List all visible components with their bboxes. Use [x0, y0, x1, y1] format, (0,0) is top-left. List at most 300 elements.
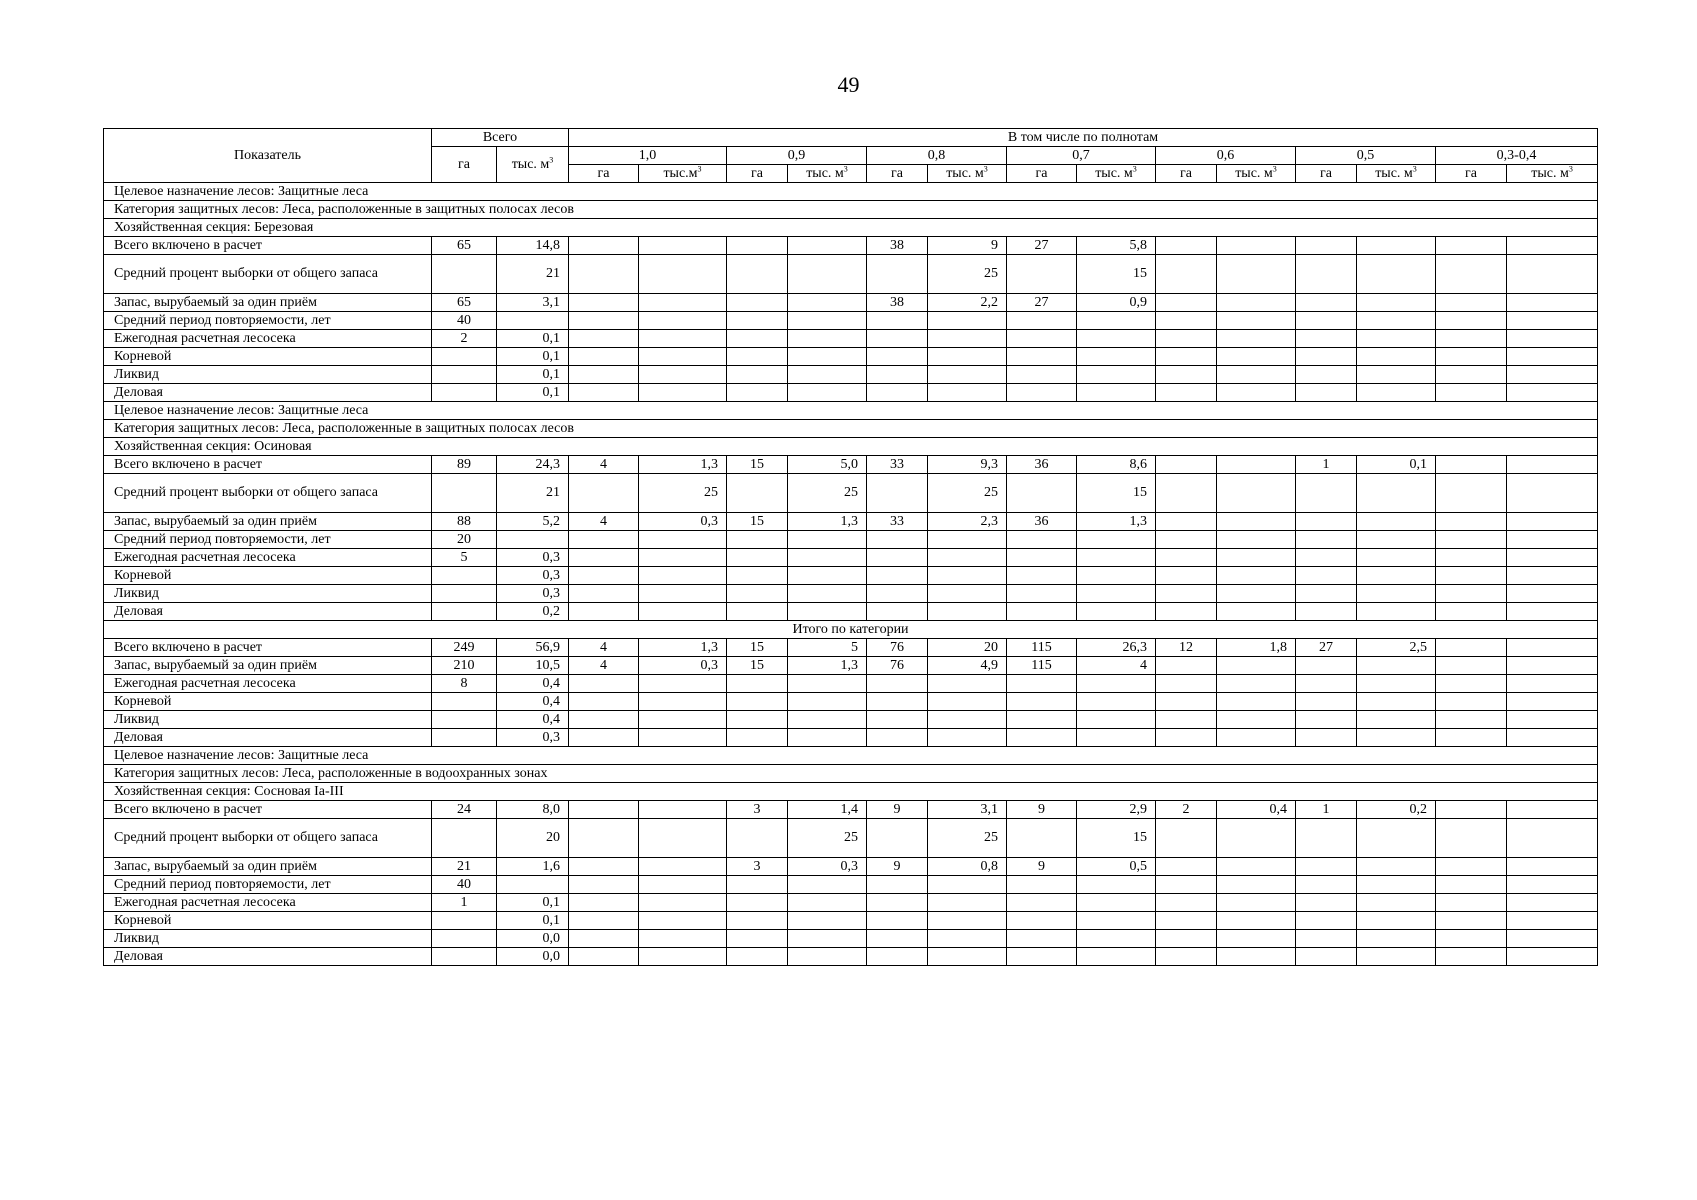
- row-label: Средний процент выборки от общего запаса: [104, 255, 432, 294]
- cell-ha: [727, 894, 788, 912]
- cell-volume: [639, 711, 727, 729]
- cell-ha: [1436, 801, 1507, 819]
- cell-ha: [1156, 456, 1217, 474]
- cell-volume: [1507, 255, 1598, 294]
- cell-ha: [569, 237, 639, 255]
- table-row: [104, 729, 1598, 747]
- cell-ha: 4: [569, 513, 639, 531]
- cell-volume: 0,1: [1357, 456, 1436, 474]
- cell-volume: [1217, 948, 1296, 966]
- cell-volume: 0,1: [497, 384, 569, 402]
- cell-ha: [1436, 531, 1507, 549]
- cell-volume: 15: [1077, 819, 1156, 858]
- cell-ha: 9: [1007, 858, 1077, 876]
- cell-ha: 3: [727, 801, 788, 819]
- cell-volume: [1357, 930, 1436, 948]
- cell-volume: [788, 603, 867, 621]
- cell-volume: [1077, 729, 1156, 747]
- cell-volume: 5,0: [788, 456, 867, 474]
- row-label: Деловая: [104, 603, 432, 621]
- cell-ha: [867, 819, 928, 858]
- cell-volume: 0,3: [497, 549, 569, 567]
- header-volume: тыс. $м^3$: [1077, 165, 1156, 183]
- cell-ha: [1296, 237, 1357, 255]
- table-row: [104, 912, 1598, 930]
- header-ha: га: [1156, 165, 1217, 183]
- cell-ha: 40: [432, 312, 497, 330]
- cell-ha: [432, 819, 497, 858]
- table-row: [104, 930, 1598, 948]
- cell-volume: [928, 384, 1007, 402]
- cell-volume: 0,3: [639, 513, 727, 531]
- cell-volume: [639, 912, 727, 930]
- table-row: [104, 858, 1598, 876]
- cell-volume: 2,3: [928, 513, 1007, 531]
- cell-ha: [432, 930, 497, 948]
- cell-ha: [1296, 711, 1357, 729]
- cell-volume: [1507, 330, 1598, 348]
- cell-ha: 40: [432, 876, 497, 894]
- cell-volume: 25: [788, 819, 867, 858]
- cell-ha: [1007, 912, 1077, 930]
- cell-volume: [639, 531, 727, 549]
- cell-ha: [727, 348, 788, 366]
- cell-volume: [1357, 348, 1436, 366]
- cell-ha: [432, 384, 497, 402]
- cell-ha: [867, 729, 928, 747]
- cell-volume: 0,2: [497, 603, 569, 621]
- cell-volume: [1217, 711, 1296, 729]
- cell-volume: 0,1: [497, 348, 569, 366]
- cell-ha: 1: [1296, 456, 1357, 474]
- cell-ha: [1436, 255, 1507, 294]
- table-row: [104, 474, 1598, 513]
- cell-ha: [1156, 567, 1217, 585]
- cell-volume: 24,3: [497, 456, 569, 474]
- cell-ha: [1436, 693, 1507, 711]
- cell-ha: [569, 567, 639, 585]
- cell-volume: 20: [928, 639, 1007, 657]
- cell-ha: [727, 549, 788, 567]
- cell-volume: [639, 930, 727, 948]
- cell-volume: [1077, 585, 1156, 603]
- cell-ha: [1436, 567, 1507, 585]
- cell-ha: [1296, 531, 1357, 549]
- cell-ha: [1436, 603, 1507, 621]
- table-row: [104, 711, 1598, 729]
- cell-volume: [497, 312, 569, 330]
- cell-ha: [867, 549, 928, 567]
- cell-ha: [1156, 603, 1217, 621]
- table-row: [104, 801, 1598, 819]
- cell-volume: [788, 585, 867, 603]
- cell-ha: [1296, 384, 1357, 402]
- cell-ha: 65: [432, 294, 497, 312]
- section-row: [104, 765, 1598, 783]
- cell-ha: 36: [1007, 513, 1077, 531]
- section-heading: Целевое назначение лесов: Защитные леса: [104, 183, 1598, 201]
- cell-ha: [569, 858, 639, 876]
- cell-volume: [1077, 912, 1156, 930]
- forest-calculation-table: [103, 128, 1598, 966]
- cell-ha: [1007, 675, 1077, 693]
- header-total: Всего: [432, 129, 569, 147]
- cell-volume: 3,1: [497, 294, 569, 312]
- cell-ha: [1296, 930, 1357, 948]
- cell-ha: [727, 585, 788, 603]
- cell-volume: [788, 330, 867, 348]
- cell-ha: [1007, 330, 1077, 348]
- cell-ha: [1296, 657, 1357, 675]
- cell-volume: [788, 930, 867, 948]
- cell-volume: [928, 585, 1007, 603]
- row-label: Ежегодная расчетная лесосека: [104, 549, 432, 567]
- cell-ha: [1007, 894, 1077, 912]
- cell-ha: [432, 948, 497, 966]
- cell-volume: [639, 549, 727, 567]
- cell-ha: [727, 729, 788, 747]
- cell-ha: [1436, 819, 1507, 858]
- cell-ha: [569, 312, 639, 330]
- cell-volume: 8,6: [1077, 456, 1156, 474]
- cell-volume: [1217, 693, 1296, 711]
- cell-volume: [1357, 384, 1436, 402]
- cell-volume: [1217, 729, 1296, 747]
- cell-volume: [1507, 876, 1598, 894]
- cell-volume: [928, 894, 1007, 912]
- cell-ha: [1007, 729, 1077, 747]
- cell-volume: [1507, 348, 1598, 366]
- cell-volume: [1077, 549, 1156, 567]
- section-row: [104, 183, 1598, 201]
- cell-volume: [788, 531, 867, 549]
- cell-volume: 0,3: [497, 567, 569, 585]
- cell-ha: 4: [569, 456, 639, 474]
- cell-volume: [788, 549, 867, 567]
- cell-ha: 15: [727, 456, 788, 474]
- cell-volume: [788, 294, 867, 312]
- cell-ha: [1296, 255, 1357, 294]
- cell-ha: [1156, 348, 1217, 366]
- section-row: [104, 420, 1598, 438]
- cell-ha: [569, 693, 639, 711]
- cell-volume: [788, 255, 867, 294]
- cell-ha: [1436, 948, 1507, 966]
- cell-volume: [788, 384, 867, 402]
- cell-ha: [1436, 312, 1507, 330]
- cell-volume: [1077, 930, 1156, 948]
- cell-volume: [928, 348, 1007, 366]
- cell-volume: [1077, 876, 1156, 894]
- cell-ha: [867, 384, 928, 402]
- cell-ha: [727, 711, 788, 729]
- cell-volume: [1507, 858, 1598, 876]
- row-label: Запас, вырубаемый за один приём: [104, 858, 432, 876]
- cell-ha: [1436, 711, 1507, 729]
- cell-ha: [727, 531, 788, 549]
- cell-volume: 20: [497, 819, 569, 858]
- cell-ha: [727, 876, 788, 894]
- cell-volume: [788, 729, 867, 747]
- header-ha: га: [727, 165, 788, 183]
- cell-ha: [1436, 348, 1507, 366]
- cell-volume: 1,8: [1217, 639, 1296, 657]
- cell-volume: 0,1: [497, 366, 569, 384]
- cell-volume: [1357, 474, 1436, 513]
- cell-ha: 12: [1156, 639, 1217, 657]
- cell-volume: [1077, 567, 1156, 585]
- cell-ha: [1436, 366, 1507, 384]
- cell-ha: [569, 549, 639, 567]
- cell-ha: [432, 348, 497, 366]
- cell-ha: [1007, 819, 1077, 858]
- cell-ha: [1296, 567, 1357, 585]
- cell-ha: [1296, 549, 1357, 567]
- cell-ha: [1156, 312, 1217, 330]
- cell-ha: [1436, 474, 1507, 513]
- cell-ha: [1436, 513, 1507, 531]
- cell-volume: 0,0: [497, 930, 569, 948]
- table-row: [104, 894, 1598, 912]
- cell-volume: [639, 255, 727, 294]
- table-row: [104, 657, 1598, 675]
- table-row: [104, 348, 1598, 366]
- table-row: [104, 819, 1598, 858]
- cell-volume: [1357, 255, 1436, 294]
- cell-ha: [432, 603, 497, 621]
- cell-volume: [497, 531, 569, 549]
- cell-ha: [1156, 930, 1217, 948]
- cell-volume: [1077, 711, 1156, 729]
- cell-volume: [928, 948, 1007, 966]
- cell-volume: [1357, 894, 1436, 912]
- cell-ha: [569, 531, 639, 549]
- header-indicator: Показатель: [104, 129, 432, 183]
- cell-volume: 9: [928, 237, 1007, 255]
- section-heading: Хозяйственная секция: Березовая: [104, 219, 1598, 237]
- cell-volume: [639, 894, 727, 912]
- section-row: [104, 783, 1598, 801]
- cell-volume: 0,3: [639, 657, 727, 675]
- cell-volume: [788, 366, 867, 384]
- cell-ha: [1156, 474, 1217, 513]
- cell-ha: 15: [727, 657, 788, 675]
- cell-volume: [1357, 237, 1436, 255]
- cell-volume: 3,1: [928, 801, 1007, 819]
- cell-ha: [569, 876, 639, 894]
- cell-volume: [1357, 366, 1436, 384]
- cell-volume: [1507, 585, 1598, 603]
- cell-volume: [1357, 603, 1436, 621]
- cell-ha: 1: [432, 894, 497, 912]
- cell-volume: [1507, 513, 1598, 531]
- table-row: [104, 312, 1598, 330]
- cell-ha: [727, 819, 788, 858]
- cell-volume: [788, 237, 867, 255]
- cell-ha: 2: [1156, 801, 1217, 819]
- cell-ha: 27: [1296, 639, 1357, 657]
- cell-volume: [1217, 312, 1296, 330]
- cell-volume: [1357, 675, 1436, 693]
- section-row: [104, 219, 1598, 237]
- cell-volume: [1217, 255, 1296, 294]
- header-total-volume: тыс. $м^3$: [497, 147, 569, 183]
- cell-volume: [788, 312, 867, 330]
- row-label: Ежегодная расчетная лесосека: [104, 675, 432, 693]
- cell-volume: [1077, 384, 1156, 402]
- cell-volume: [639, 876, 727, 894]
- table-row: [104, 456, 1598, 474]
- cell-ha: 38: [867, 294, 928, 312]
- cell-volume: [1217, 876, 1296, 894]
- row-label: Запас, вырубаемый за один приём: [104, 513, 432, 531]
- cell-volume: [788, 876, 867, 894]
- table-row: [104, 384, 1598, 402]
- cell-volume: 1,3: [1077, 513, 1156, 531]
- cell-ha: [1156, 912, 1217, 930]
- cell-ha: 89: [432, 456, 497, 474]
- cell-ha: [1436, 585, 1507, 603]
- cell-volume: 0,1: [497, 894, 569, 912]
- header-ha: га: [1296, 165, 1357, 183]
- cell-ha: [569, 294, 639, 312]
- cell-volume: [1357, 294, 1436, 312]
- row-label: Средний период повторяемости, лет: [104, 876, 432, 894]
- cell-ha: [1296, 858, 1357, 876]
- row-label: Ежегодная расчетная лесосека: [104, 894, 432, 912]
- cell-ha: [1296, 948, 1357, 966]
- header-volume: $тыс.м^3$: [639, 165, 727, 183]
- table-body: [104, 183, 1598, 966]
- cell-volume: [1077, 348, 1156, 366]
- cell-ha: [867, 531, 928, 549]
- cell-volume: 0,3: [788, 858, 867, 876]
- cell-ha: [1436, 639, 1507, 657]
- cell-volume: 21: [497, 255, 569, 294]
- section-row: [104, 438, 1598, 456]
- cell-ha: [1296, 348, 1357, 366]
- cell-volume: [788, 693, 867, 711]
- cell-ha: [1436, 456, 1507, 474]
- cell-ha: 33: [867, 456, 928, 474]
- cell-ha: [432, 366, 497, 384]
- section-row: [104, 747, 1598, 765]
- cell-ha: [1007, 585, 1077, 603]
- cell-ha: 4: [569, 657, 639, 675]
- cell-ha: [1436, 549, 1507, 567]
- cell-volume: [1217, 585, 1296, 603]
- cell-ha: [867, 675, 928, 693]
- row-label: Всего включено в расчет: [104, 801, 432, 819]
- cell-ha: [1296, 693, 1357, 711]
- cell-volume: [928, 330, 1007, 348]
- section-row: [104, 402, 1598, 420]
- cell-ha: [569, 801, 639, 819]
- cell-volume: [928, 567, 1007, 585]
- cell-ha: [1156, 729, 1217, 747]
- total-heading: Итого по категории: [104, 621, 1598, 639]
- cell-volume: 9,3: [928, 456, 1007, 474]
- cell-volume: [1357, 876, 1436, 894]
- cell-volume: [1507, 474, 1598, 513]
- cell-ha: [1156, 675, 1217, 693]
- cell-ha: [569, 675, 639, 693]
- cell-ha: [1156, 711, 1217, 729]
- cell-ha: [569, 930, 639, 948]
- cell-ha: [1007, 693, 1077, 711]
- cell-ha: [727, 237, 788, 255]
- cell-volume: [1507, 801, 1598, 819]
- cell-volume: [1217, 513, 1296, 531]
- cell-volume: 1,3: [788, 513, 867, 531]
- cell-ha: [727, 294, 788, 312]
- cell-volume: [1217, 930, 1296, 948]
- row-label: Корневой: [104, 693, 432, 711]
- cell-volume: [1357, 567, 1436, 585]
- cell-ha: [1007, 312, 1077, 330]
- cell-ha: [569, 729, 639, 747]
- cell-volume: [1217, 384, 1296, 402]
- cell-volume: [639, 858, 727, 876]
- header-density: 0,8: [867, 147, 1007, 165]
- table-row: [104, 603, 1598, 621]
- cell-volume: [1507, 711, 1598, 729]
- cell-ha: [1156, 255, 1217, 294]
- row-label: Запас, вырубаемый за один приём: [104, 294, 432, 312]
- cell-volume: [928, 912, 1007, 930]
- header-volume: тыс. $м^3$: [1357, 165, 1436, 183]
- row-label: Корневой: [104, 567, 432, 585]
- cell-ha: [1436, 858, 1507, 876]
- table-row: [104, 549, 1598, 567]
- section-heading: Категория защитных лесов: Леса, расположенные в защитных полосах лесов: [104, 420, 1598, 438]
- cell-volume: [1217, 567, 1296, 585]
- row-label: Средний процент выборки от общего запаса: [104, 474, 432, 513]
- cell-ha: [569, 819, 639, 858]
- cell-volume: 15: [1077, 474, 1156, 513]
- cell-volume: [1507, 567, 1598, 585]
- cell-volume: [1357, 585, 1436, 603]
- cell-volume: [1507, 384, 1598, 402]
- table-row: [104, 639, 1598, 657]
- cell-ha: [1007, 549, 1077, 567]
- cell-ha: 36: [1007, 456, 1077, 474]
- cell-ha: 76: [867, 639, 928, 657]
- header-volume: тыс. $м^3$: [788, 165, 867, 183]
- cell-volume: [1357, 912, 1436, 930]
- cell-ha: [569, 348, 639, 366]
- cell-ha: [727, 930, 788, 948]
- cell-volume: [1507, 657, 1598, 675]
- cell-ha: [1007, 711, 1077, 729]
- cell-volume: 0,0: [497, 948, 569, 966]
- cell-ha: [432, 255, 497, 294]
- cell-volume: [1077, 693, 1156, 711]
- cell-volume: [639, 948, 727, 966]
- cell-ha: [1296, 912, 1357, 930]
- cell-ha: 9: [867, 801, 928, 819]
- cell-ha: [1007, 567, 1077, 585]
- cell-ha: [1296, 894, 1357, 912]
- cell-volume: 0,5: [1077, 858, 1156, 876]
- cell-volume: [788, 948, 867, 966]
- cell-volume: [1217, 675, 1296, 693]
- cell-ha: [569, 894, 639, 912]
- header-ha: га: [867, 165, 928, 183]
- cell-ha: 15: [727, 639, 788, 657]
- cell-volume: [928, 693, 1007, 711]
- header-density: 0,5: [1296, 147, 1436, 165]
